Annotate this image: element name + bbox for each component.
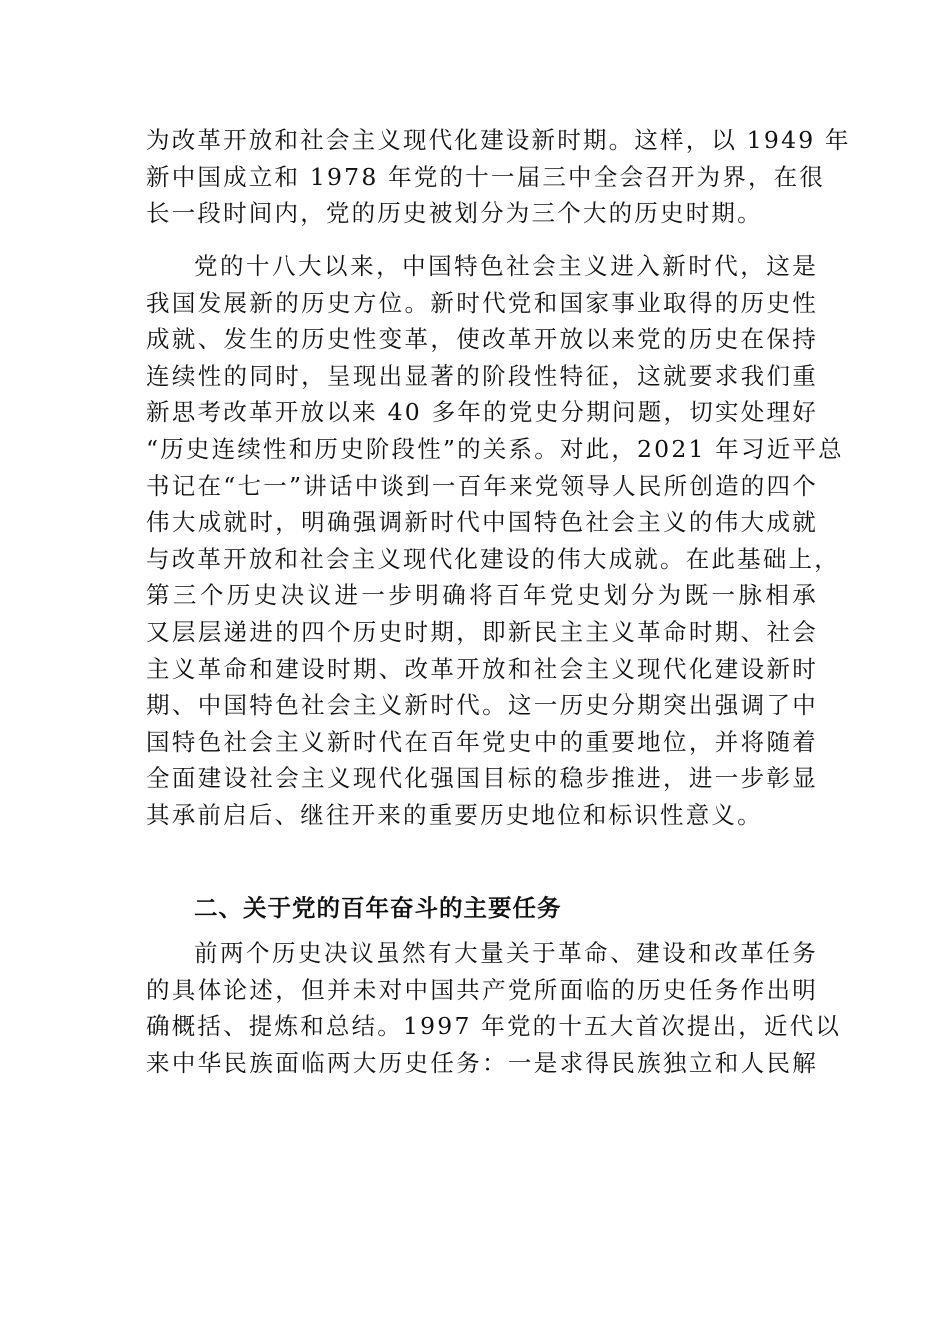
paragraph-line: 国特色社会主义新时代在百年党史中的重要地位，并将随着 — [146, 727, 818, 756]
paragraph-line: 第三个历史决议进一步明确将百年党史划分为既一脉相承 — [146, 581, 818, 610]
section-heading: 二、关于党的百年奋斗的主要任务 — [194, 894, 562, 922]
paragraph-line: 长一段时间内，党的历史被划分为三个大的历史时期。 — [146, 199, 763, 228]
paragraph-line: 全面建设社会主义现代化强国目标的稳步推进，进一步彰显 — [146, 764, 818, 793]
paragraph-line: 为改革开放和社会主义现代化建设新时期。这样，以 1949 年 — [146, 126, 851, 154]
paragraph-line: 与改革开放和社会主义现代化建设的伟大成就。在此基础上， — [146, 544, 840, 573]
paragraph-line: 前两个历史决议虽然有大量关于革命、建设和改革任务 — [194, 939, 818, 967]
paragraph-line: 主义革命和建设时期、改革开放和社会主义现代化建设新时 — [146, 654, 818, 683]
paragraph-line: 其承前启后、继往开来的重要历史地位和标识性意义。 — [146, 800, 763, 829]
paragraph-line: 成就、发生的历史性变革，使改革开放以来党的历史在保持 — [146, 325, 818, 354]
paragraph-line: 又层层递进的四个历史时期，即新民主主义革命时期、社会 — [146, 617, 818, 646]
paragraph-line: 的具体论述，但并未对中国共产党所面临的历史任务作出明 — [146, 975, 818, 1004]
paragraph-line: 新中国成立和 1978 年党的十一届三中全会召开为界，在很 — [146, 162, 826, 191]
paragraph-3 — [146, 935, 842, 1081]
paragraph-line: 我国发展新的历史方位。新时代党和国家事业取得的历史性 — [146, 288, 818, 317]
paragraph-line: 连续性的同时，呈现出显著的阶段性特征，这就要求我们重 — [146, 361, 818, 390]
paragraph-line: 伟大成就时，明确强调新时代中国特色社会主义的伟大成就 — [146, 508, 818, 537]
paragraph-1 — [146, 122, 851, 232]
paragraph-2 — [146, 248, 844, 834]
paragraph-line: “历史连续性和历史阶段性”的关系。对此，2021 年习近平总 — [146, 434, 844, 463]
paragraph-line: 新思考改革开放以来 40 多年的党史分期问题，切实处理好 — [146, 398, 818, 427]
paragraph-line: 书记在“七一”讲话中谈到一百年来党领导人民所创造的四个 — [146, 471, 818, 500]
paragraph-line: 来中华民族面临两大历史任务：一是求得民族独立和人民解 — [146, 1048, 818, 1077]
paragraph-line: 期、中国特色社会主义新时代。这一历史分期突出强调了中 — [146, 691, 818, 720]
paragraph-line: 确概括、提炼和总结。1997 年党的十五大首次提出，近代以 — [146, 1012, 842, 1041]
paragraph-line: 党的十八大以来，中国特色社会主义进入新时代，这是 — [194, 252, 818, 280]
